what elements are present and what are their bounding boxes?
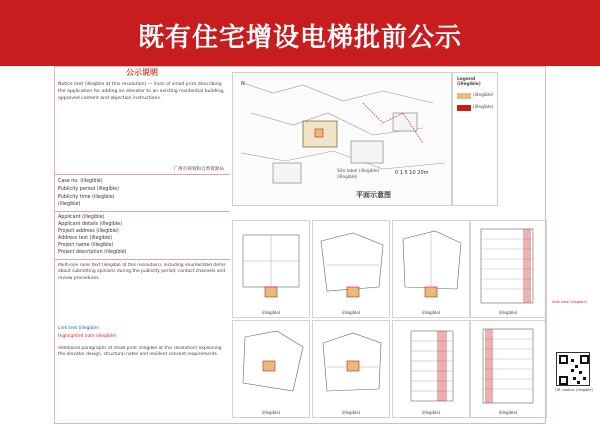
meta-case-no: Case no. (illegible) xyxy=(58,179,103,184)
rules-link[interactable]: Link text (illegible) xyxy=(58,326,99,331)
scale-bar: 0 1 5 10 20m xyxy=(395,170,429,176)
elevation-drawing xyxy=(471,221,547,309)
floor-plan-drawing xyxy=(313,221,391,309)
side-note: Side note (illegible) xyxy=(552,300,587,304)
floor-plan-drawing xyxy=(313,321,391,409)
legend-swatch-2 xyxy=(457,105,471,111)
applicant-label: Applicant (illegible) xyxy=(58,215,105,220)
notice-column xyxy=(54,66,230,424)
elevation-panel xyxy=(470,220,546,318)
site-plan-drawing xyxy=(233,73,453,207)
thumb-caption: (illegible) xyxy=(341,410,361,415)
site-plan-panel xyxy=(232,72,452,206)
map-caption: 平面示意图 xyxy=(356,191,391,199)
qr-code[interactable] xyxy=(556,352,590,386)
legend-swatch-1 xyxy=(457,93,471,99)
notice-title: 公示说明 xyxy=(54,66,230,80)
elevation-panel xyxy=(470,320,546,418)
thumb-caption: (illegible) xyxy=(261,410,281,415)
long-text: Additional paragraphs of small print (illegible at this resolution) explaining the elevator design, structural notes and resident consent requirements. xyxy=(58,346,222,358)
thumb-caption: (illegible) xyxy=(261,310,281,315)
meta-period: Publicity period (illegible) xyxy=(58,187,119,192)
site-label-2: (illegible) xyxy=(337,175,358,180)
qr-code-pattern xyxy=(557,353,591,387)
elevation-drawing xyxy=(471,321,547,409)
elevation-thumb xyxy=(392,320,470,418)
page-title: 既有住宅增设电梯批前公示 xyxy=(137,23,462,53)
thumb-caption: (illegible) xyxy=(341,310,361,315)
legend-label-1: (illegible) xyxy=(473,93,494,98)
elevation-caption: (illegible) xyxy=(498,410,518,415)
header-band xyxy=(0,0,600,66)
svg-text:N: N xyxy=(241,81,245,87)
floor-plan-thumb xyxy=(312,320,390,418)
thumb-caption: (illegible) xyxy=(421,310,441,315)
project-label: Project name (illegible) xyxy=(58,243,114,248)
elevation-drawing xyxy=(393,321,471,409)
left-margin xyxy=(0,66,54,424)
divider xyxy=(54,174,230,175)
floor-plan-drawing xyxy=(233,221,311,309)
project-value: Project description (illegible) xyxy=(58,250,127,255)
rules-body: Multi-line rules text (illegible at this resolution), including enumerated items about submitting opinions during the publicity period, contact channels and review procedures. xyxy=(58,263,226,281)
elevation-caption: (illegible) xyxy=(498,310,518,315)
notice-signature: 广州市规划和自然资源局 xyxy=(173,167,224,172)
floor-plan-thumb xyxy=(232,220,310,318)
legend-label-2: (illegible) xyxy=(473,105,494,110)
floor-plan-drawing xyxy=(393,221,471,309)
qr-caption: QR caption (illegible) xyxy=(555,388,593,392)
applicant-value: Applicant details (illegible) xyxy=(58,222,122,227)
floor-plan-thumb xyxy=(312,220,390,318)
address-value: Address text (illegible) xyxy=(58,236,113,241)
legend-panel xyxy=(452,72,498,206)
divider xyxy=(54,259,230,260)
rules-note: Highlighted note (illegible) xyxy=(58,334,117,339)
address-label: Project address (illegible) xyxy=(58,229,119,234)
site-label: Site label (illegible) xyxy=(337,169,380,174)
legend-title: Legend (illegible) xyxy=(457,77,481,87)
notice-body: Notice text (illegible at this resolution) — lines of small print describing the application for adding an elevator to an existing residential building, approved content and objection instructions. xyxy=(58,82,225,101)
floor-plan-thumb xyxy=(232,320,310,418)
meta-time-2: (illegible) xyxy=(58,202,81,207)
floor-plan-drawing xyxy=(233,321,311,409)
divider xyxy=(54,211,230,212)
floor-plan-thumb xyxy=(392,220,470,318)
meta-time-1: Publicity time (illegible) xyxy=(58,195,115,200)
thumb-caption: (illegible) xyxy=(421,410,441,415)
